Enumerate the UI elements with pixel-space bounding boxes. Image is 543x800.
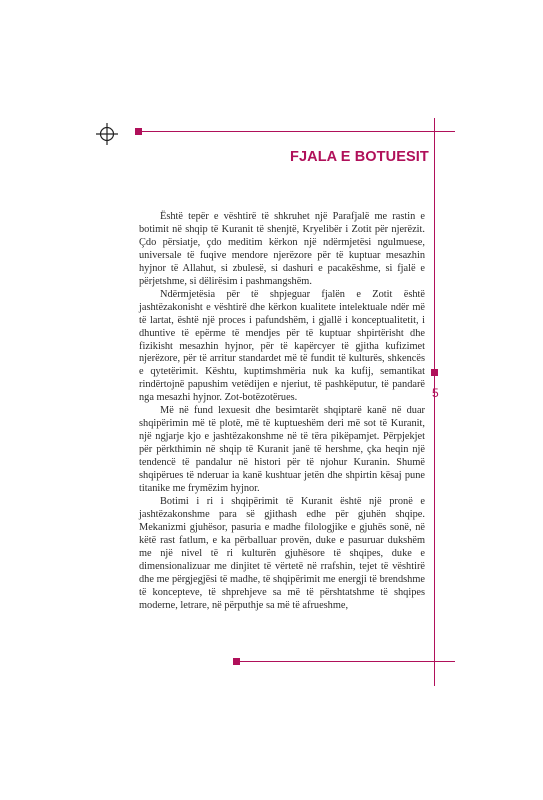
right-side-marker bbox=[431, 369, 438, 376]
crosshair-registration-icon bbox=[96, 123, 118, 145]
paragraph: Botimi i ri i shqipërimit të Kuranit është një pronë e jashtëzakonshme para së gjithash edhe për gjuhën shqipe. Mekanizmi gjuhësor, pasuria e madhe filologjike e gjuhës sonë, në këtë rast fatlum, e ka përballuar provën, duke e pasuruar dukshëm me një nivel të ri kulturën gjuhësore të shqipes, duke e dimensionalizuar me dinjitet të vërtetë në rrafshin, tejet të vështirë dhe me përgjegjësi të madhe, të shqipërimit me energji të brendshme të koncepteve, të shprehjeve sa më të përshtatshme të shqipes moderne, letrare, në përputhje sa më të afrueshme, bbox=[139, 495, 425, 611]
body-text bbox=[139, 211, 425, 613]
paragraph: Ndërmjetësia për të shpjeguar fjalën e Zotit është jashtëzakonisht e vështirë dhe kërkon kualitete intelektuale ndër më të lartat, është një proces i pafundshëm, i gjallë i konceptualitetit, i dhuntive të epërme të mendjes për të kuptuar shpirtërisht dhe fizikisht mesazhin hyjnor, për të kapërcyer të gjitha kufizimet njerëzore, për të arritur standardet më të fundit të kulturës, shkencës e qytetërimit. Kështu, kuptimshmëria nuk ka kufij, semantikat rindërtojnë papushim vetëdijen e njeriut, të pashkëputur, të pandarë nga mesazhi hyjnor. Zot-botëzotërues. bbox=[139, 288, 425, 404]
page-title: FJALA E BOTUESIT bbox=[290, 149, 429, 165]
bottom-left-corner-marker bbox=[233, 658, 240, 665]
top-frame-line bbox=[142, 131, 455, 132]
page-number: 5 bbox=[432, 386, 439, 400]
paragraph: Më në fund lexuesit dhe besimtarët shqiptarë kanë në duar shqipërimin më të plotë, më të kuptueshëm deri më sot të Kuranit, një ngjarje kjo e jashtëzakonshme në të tëra pikëpamjet. Përpjekjet për përkthimin në shqip të Kuranit janë të hershme, çka heqin një tendencë të pandalur në histori për të njohur Kuranin. Shumë shqipërues të nderuar ia kanë kushtuar jetën dhe shpirtin kësaj pune titanike me frymëzim hyjnor. bbox=[139, 405, 425, 495]
bottom-frame-line bbox=[240, 661, 455, 662]
top-left-corner-marker bbox=[135, 128, 142, 135]
paragraph: Është tepër e vështirë të shkruhet një Parafjalë me rastin e botimit në shqip të Kuranit të shenjtë, Kryelibër i Zotit për njerëzit. Çdo përsiatje, çdo meditim kërkon një ndërmjetësi ngulmuese, universale të fuqive mendore njerëzore për të kuptuar mesazhin hyjnor të Allahut, si zbulesë, si dashuri e pacakëshme, si fjalë e përjetshme, si dëlirësim i pashmangshëm. bbox=[139, 211, 425, 287]
right-frame-line bbox=[434, 118, 435, 686]
